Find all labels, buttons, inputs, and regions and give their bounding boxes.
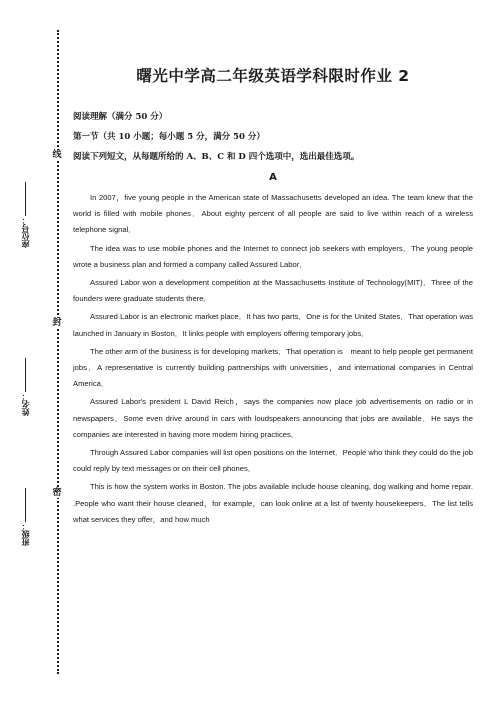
name-field[interactable]	[15, 358, 35, 416]
passage-paragraph: Assured Labor's president L David Reich，says the companies now place job advertisements on radio or in newspapers．Some even drive around in cars with loudspeakers announcing that jobs are available．He says the companies are interested in having more modem hiring practices．	[73, 397, 473, 439]
seat-number-blank[interactable]	[25, 182, 35, 216]
part-heading: 阅读理解（满分 50 分）	[73, 112, 168, 122]
binding-dotted-line	[57, 30, 59, 674]
passage-paragraph: The idea was to use mobile phones and the Internet to connect job seekers with employers．The young people wrote a business plan and formed a company called Assured Labor．	[73, 243, 473, 269]
seal-mark-line: 线	[50, 150, 64, 160]
name-blank[interactable]	[25, 358, 35, 392]
passage-paragraph: This is how the system works in Boston. The jobs available include house cleaning, dog walking and home repair. .People who want their house cleaned，for example，can look online at a list of twenty housekeepers．The list tells what services they offer，and how much	[73, 482, 473, 524]
directions-text: 阅读下列短文，从每题所给的 A、B、C 和 D 四个选项中，选出最佳选项。	[73, 152, 360, 162]
passage-paragraph: Assured Labor won a development competition at the Massachusetts Institute of Technology(MIT)．Three of the founders were graduate students there．	[73, 278, 473, 304]
seat-number-label: 座位号：	[20, 216, 30, 248]
reading-passage	[73, 190, 473, 530]
passage-paragraph: The other arm of the business is for developing markets．That operation is meant to help people get permanent jobs．A representative is currently building partnerships with universities，and international companies in Central America．	[73, 346, 473, 389]
class-label: 班级：	[20, 522, 30, 546]
seat-number-field[interactable]	[15, 182, 35, 248]
class-field[interactable]	[15, 488, 35, 546]
name-label: 姓名：	[20, 392, 30, 416]
passage-paragraph: Through Assured Labor companies will list open positions on the Internet．People who think they could do the job could reply by text messages or on their cell phones．	[73, 448, 473, 474]
passage-paragraph: Assured Labor is an electronic market place．It has two parts．One is for the United States．That operation was launched in January in Boston．It links people with employers offering temporary jobs．	[73, 312, 473, 338]
passage-paragraph: In 2007，five young people in the American state of Massachusetts developed an idea. The team knew that the world is filled with mobile phones．About eighty percent of all people are said to live within reach of a wireless telephone signal．	[73, 193, 473, 235]
seal-mark-seal: 密	[50, 488, 64, 498]
seal-mark-bind: 封	[50, 318, 64, 328]
section-heading: 第一节（共 10 小题；每小题 5 分，满分 50 分）	[73, 132, 265, 142]
class-blank[interactable]	[25, 488, 35, 522]
page-title: 曙光中学高二年级英语学科限时作业 2	[136, 67, 410, 85]
passage-letter: A	[269, 172, 277, 183]
